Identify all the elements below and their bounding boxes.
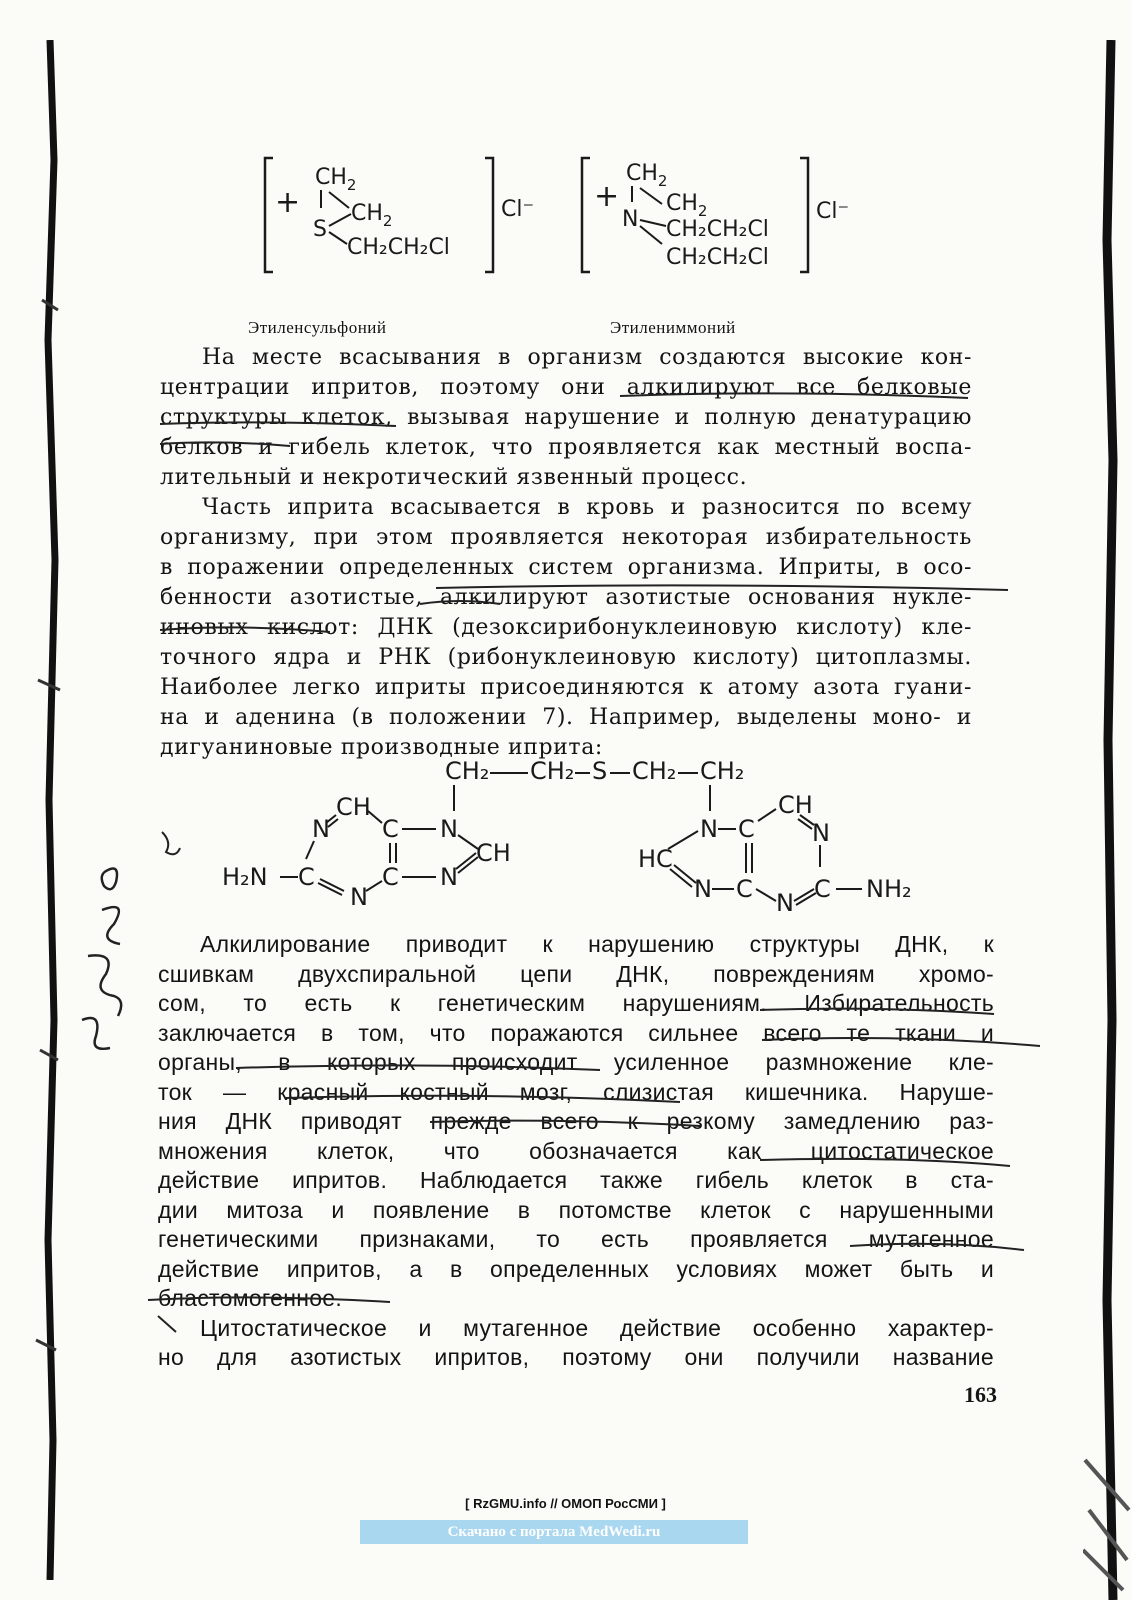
text-line: множения клеток, что обозначается как цитостатическое (158, 1137, 994, 1164)
text-line: ток — красный костный мозг, слизистая кишечника. Наруше- (158, 1078, 994, 1105)
text-line: заключается в том, что поражаются сильнее всего те ткани и (158, 1019, 994, 1046)
text-line: иновых кислот: ДНК (дезоксирибонуклеиновую кислоту) кле- (160, 615, 972, 640)
text-line: на и аденина (в положении 7). Например, выделены моно- и (160, 705, 972, 730)
scan-left-edge (28, 40, 66, 1580)
text-line: но для азотистых ипритов, поэтому они получили название (158, 1344, 994, 1370)
chloroethyl-chain-2: CH₂CH₂Cl (666, 245, 769, 270)
atom-n9-right: N (694, 875, 712, 903)
formula-ethyleneimmonium (578, 150, 878, 280)
text-line: лительный и некротический язвенный процесс. (160, 465, 748, 490)
atom-c-top-left: C (382, 815, 399, 843)
atom-n9-left: N (440, 863, 458, 891)
text-line: действие ипритов, а в определенных условиях может быть и (158, 1255, 994, 1282)
ch2-top: $CH_2$ (626, 161, 668, 190)
text-line: организму, при этом проявляется некоторая избирательность (160, 525, 972, 550)
bridge-ch2-1: CH₂ (445, 757, 490, 785)
atom-n-right: N (700, 815, 718, 843)
atom-c-bottom-left: C (382, 863, 399, 891)
text-line: органы, в которых происходит усиленное размножение кле- (158, 1049, 994, 1075)
text-line: На месте всасывания в организм создаются высокие кон- (202, 345, 972, 370)
atom-ch8-left: CH (476, 839, 511, 867)
text-line: структуры клеток, вызывая нарушение и полную денатурацию (160, 405, 972, 430)
charge-plus: + (275, 185, 301, 220)
text-line: дии митоза и появление в потомстве клеток с нарушенными (158, 1196, 994, 1223)
text-line: бенности азотистые, алкилируют азотистые основания нукле- (160, 585, 972, 610)
paragraph-absorption (160, 343, 972, 763)
caption-ethyleneimmonium: Этилениммоний (610, 318, 736, 337)
text-line: действие ипритов. Наблюдается также гибель клеток в ста- (158, 1167, 994, 1193)
bridge-ch2-4: CH₂ (700, 757, 745, 785)
sulfur-atom: S (313, 217, 327, 242)
bridge-sulfur: S (592, 757, 608, 785)
diguanine-structure (210, 745, 940, 915)
atom-n3-right: N (776, 889, 794, 917)
atom-c-top-right: C (738, 815, 755, 843)
text-line: Часть иприта всасывается в кровь и разносится по всему (202, 495, 972, 520)
atom-ch-left: CH (336, 793, 371, 821)
atom-ch-right: CH (778, 791, 813, 819)
bridge-ch2-3: CH₂ (632, 757, 677, 785)
paragraph-alkylation (158, 930, 994, 1373)
ch2-top: $CH_2$ (315, 165, 357, 194)
chloroethyl-chain: CH₂CH₂Cl (347, 235, 450, 260)
atom-c-amine-left: C (298, 863, 315, 891)
chloride-anion: Cl⁻ (501, 197, 535, 222)
formula-ethylenesulfonium (255, 150, 555, 280)
charge-plus: + (594, 179, 620, 214)
ch2-ring: $CH_2$ (351, 201, 393, 230)
atom-c-amine-right: C (814, 875, 831, 903)
text-line: в поражении определенных систем организма. Иприты, в осо- (160, 555, 972, 580)
page-number: 163 (964, 1382, 997, 1407)
text-line: сом, то есть к генетическим нарушениям. Избирательность (158, 990, 994, 1016)
amine-right: NH₂ (866, 875, 912, 903)
amine-left: H₂N (222, 863, 268, 891)
text-line: сшивкам двухспиральной цепи ДНК, повреждениям хромо- (158, 960, 994, 987)
text-line: ния ДНК приводят прежде всего к резкому замедлению раз- (158, 1108, 994, 1134)
text-line: Цитостатическое и мутагенное действие особенно характер- (200, 1314, 994, 1341)
atom-n3-left: N (350, 883, 368, 911)
atom-n1-right: N (812, 819, 830, 847)
atom-hc-right: HC (638, 845, 673, 873)
text-line: бластомогенное. (158, 1285, 343, 1311)
chloride-anion: Cl⁻ (816, 199, 850, 224)
footer-download-banner[interactable]: Скачано с портала MedWedi.ru (360, 1520, 748, 1544)
scan-right-edge (1083, 40, 1131, 1600)
atom-n1: N (312, 815, 330, 843)
margin-handwriting (68, 860, 148, 1060)
atom-c-bottom-right: C (736, 875, 753, 903)
text-line: Наиболее легко иприты присоединяются к атому азота гуани- (160, 675, 972, 700)
bridge-ch2-2: CH₂ (530, 757, 575, 785)
text-line: дигуаниновые производные иприта: (160, 735, 603, 760)
nitrogen-atom: N (622, 207, 639, 232)
atom-n7-left: N (440, 815, 458, 843)
chloroethyl-chain-1: CH₂CH₂Cl (666, 217, 769, 242)
text-line: центрации ипритов, поэтому они алкилируют все белковые (160, 375, 972, 400)
ch2-ring: $CH_2$ (666, 191, 708, 220)
text-line: точного ядра и РНК (рибонуклеиновую кислоту) цитоплазмы. (160, 645, 972, 670)
text-line: белков и гибель клеток, что проявляется как местный воспа- (160, 435, 972, 460)
text-line: генетическими признаками, то есть проявляется мутагенное (158, 1226, 994, 1252)
footer-source: [ RzGMU.info // ОМОП РосСМИ ] (465, 1496, 666, 1511)
text-line: Алкилирование приводит к нарушению структуры ДНК, к (200, 931, 994, 957)
caption-ethylenesulfonium: Этиленсульфоний (248, 318, 387, 337)
